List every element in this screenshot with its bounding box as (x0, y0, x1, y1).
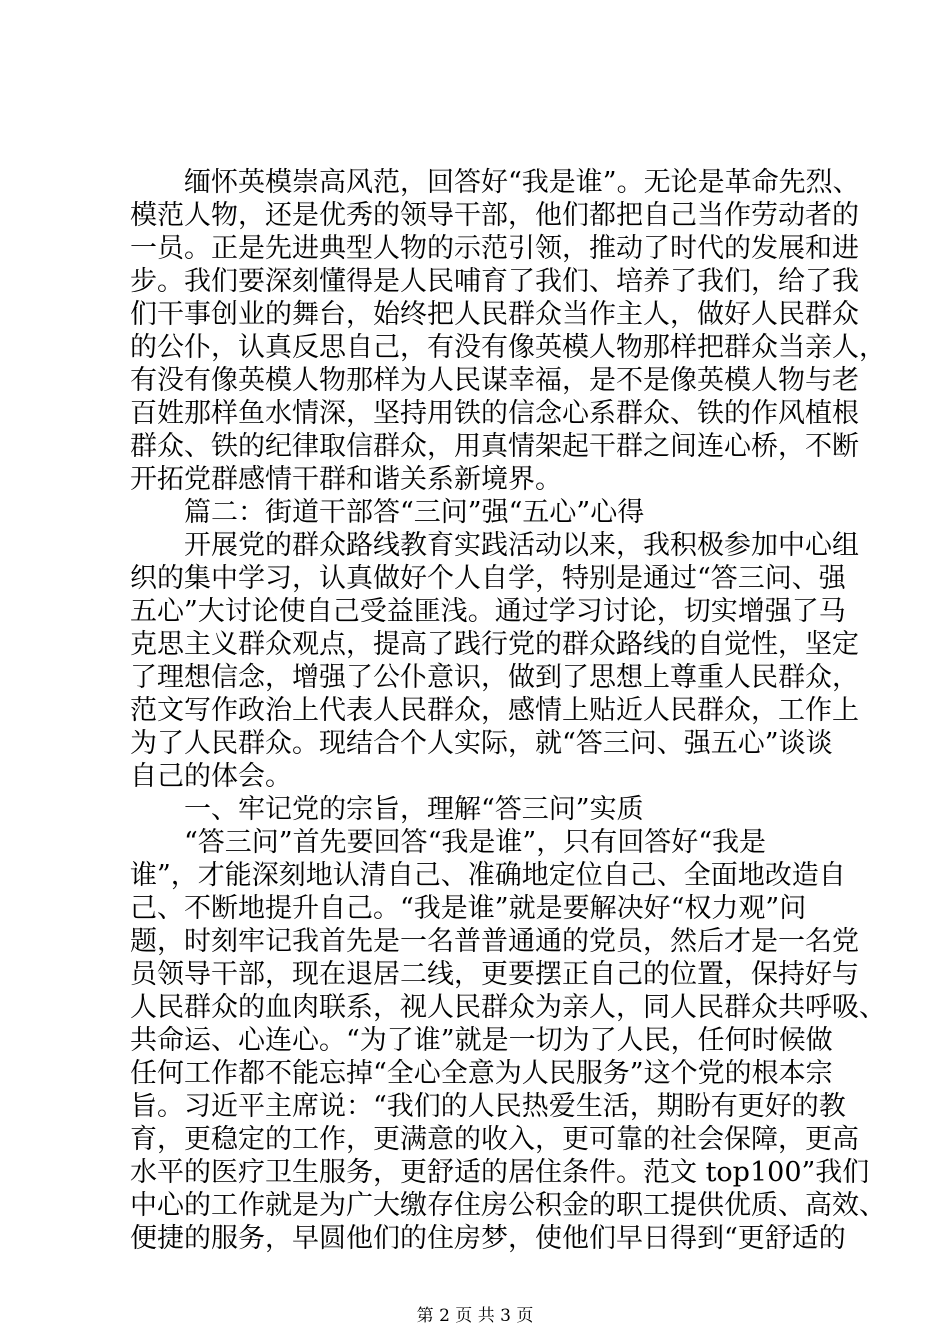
text-line: 的公仆，认真反思自己，有没有像英模人物那样把群众当亲人， (130, 332, 886, 363)
page-number: 第 2 页 共 3 页 (416, 1306, 534, 1326)
text-line: 谁”，才能深刻地认清自己、准确地定位自己、全面地改造自 (130, 860, 846, 891)
section-heading: 一、牢记党的宗旨，理解“答三问”实质 (130, 794, 644, 825)
text-line: 模范人物，还是优秀的领导干部，他们都把自己当作劳动者的 (130, 200, 859, 231)
text-line: 五心”大讨论使自己受益匪浅。通过学习讨论，切实增强了马 (130, 596, 846, 627)
text-line: 旨。习近平主席说：“我们的人民热爱生活，期盼有更好的教 (130, 1091, 846, 1122)
text-line: 们干事创业的舞台，始终把人民群众当作主人，做好人民群众 (130, 299, 859, 330)
text-line: 范文写作政治上代表人民群众，感情上贴近人民群众，工作上 (130, 695, 859, 726)
text-line: 题，时刻牢记我首先是一名普普通通的党员，然后才是一名党 (130, 926, 859, 957)
text-line: 己、不断地提升自己。“我是谁”就是要解决好“权力观”问 (130, 893, 807, 924)
text-line: 步。我们要深刻懂得是人民哺育了我们、培养了我们，给了我 (130, 266, 859, 297)
page-footer (0, 1305, 950, 1327)
text-line: 织的集中学习，认真做好个人自学，特别是通过“答三问、强 (130, 563, 846, 594)
text-line: 中心的工作就是为广大缴存住房公积金的职工提供优质、高效、 (130, 1190, 886, 1221)
text-line: 自己的体会。 (130, 761, 292, 792)
text-line: 缅怀英模崇高风范，回答好“我是谁”。无论是革命先烈、 (130, 167, 860, 198)
text-line: “答三问”首先要回答“我是谁”，只有回答好“我是 (130, 827, 767, 858)
section-heading: 篇二：街道干部答“三问”强“五心”心得 (130, 497, 645, 528)
text-line: 员领导干部，现在退居二线，更要摆正自己的位置，保持好与 (130, 959, 859, 990)
text-line: 为了人民群众。现结合个人实际，就“答三问、强五心”谈谈 (130, 728, 833, 759)
text-line: 任何工作都不能忘掉“全心全意为人民服务”这个党的根本宗 (130, 1058, 833, 1089)
text-line: 克思主义群众观点，提高了践行党的群众路线的自觉性，坚定 (130, 629, 859, 660)
text-line: 人民群众的血肉联系，视人民群众为亲人，同人民群众共呼吸、 (130, 992, 886, 1023)
text-line: 开拓党群感情干群和谐关系新境界。 (130, 464, 562, 495)
text-line: 开展党的群众路线教育实践活动以来，我积极参加中心组 (130, 530, 859, 561)
text-line: 便捷的服务，早圆他们的住房梦，使他们早日得到“更舒适的 (130, 1223, 846, 1254)
text-line: 百姓那样鱼水情深，坚持用铁的信念心系群众、铁的作风植根 (130, 398, 859, 429)
text-line: 有没有像英模人物那样为人民谋幸福，是不是像英模人物与老 (130, 365, 859, 396)
text-line: 共命运、心连心。“为了谁”就是一切为了人民，任何时候做 (130, 1025, 833, 1056)
text-line: 了理想信念，增强了公仆意识，做到了思想上尊重人民群众， (130, 662, 859, 693)
text-line: 水平的医疗卫生服务，更舒适的居住条件。范文 top100”我们 (130, 1157, 870, 1188)
text-line: 群众、铁的纪律取信群众，用真情架起干群之间连心桥，不断 (130, 431, 859, 462)
text-line: 育，更稳定的工作，更满意的收入，更可靠的社会保障，更高 (130, 1124, 859, 1155)
text-line: 一员。正是先进典型人物的示范引领，推动了时代的发展和进 (130, 233, 859, 264)
